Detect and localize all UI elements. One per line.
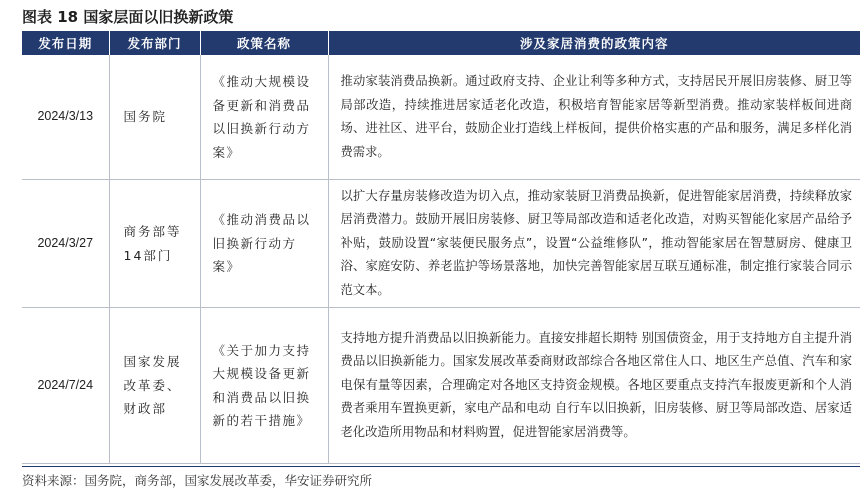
table-row [22,55,860,180]
header-date: 发布日期 [22,31,109,55]
header-policy-name: 政策名称 [200,31,328,55]
cell-policy-name: 《推动大规模设备更新和消费品以旧换新行动方案》 [200,55,328,180]
cell-policy-name: 《关于加力支持大规模设备更新和消费品以旧换新的若干措施》 [200,308,328,464]
cell-dept: 商务部等14部门 [109,180,200,308]
cell-dept: 国务院 [109,55,200,180]
header-dept: 发布部门 [109,31,200,55]
cell-date: 2024/3/13 [22,55,109,180]
source-note: 资料来源：国务院，商务部，国家发展改革委，华安证券研究所 [22,473,373,488]
table-bottom-rule [22,466,860,467]
cell-date: 2024/7/24 [22,308,109,464]
cell-dept: 国家发展改革委、财政部 [109,308,200,464]
cell-policy-content: 推动家装消费品换新。通过政府支持、企业让利等多种方式，支持居民开展旧房装修、厨卫等局部改造，持续推进居家适老化改造，积极培育智能家居等新型消费。推动家装样板间进商场、进社区、进平台，鼓励企业打造线上样板间，提供价格实惠的产品和服务，满足多样化消费需求。 [328,55,860,180]
table-header-row [22,31,860,55]
table-row [22,180,860,308]
figure-title: 图表 18 国家层面以旧换新政策 [22,8,234,26]
policy-table [22,31,860,464]
cell-policy-content: 支持地方提升消费品以旧换新能力。直接安排超长期特 别国债资金，用于支持地方自主提升消费品以旧换新能力。国家发展改革委商财政部综合各地区常住人口、地区生产总值、汽车和家电保有量等因素，合理确定对各地区支持资金规模。各地区要重点支持汽车报废更新和个人消费者乘用车置换更新，家电产品和电动 自行车以旧换新，旧房装修、厨卫等局部改造、居家适老化改造所用物品和材料购置，促进智能家居消费等。 [328,308,860,464]
cell-policy-content: 以扩大存量房装修改造为切入点，推动家装厨卫消费品换新，促进智能家居消费，持续释放家居消费潜力。鼓励开展旧房装修、厨卫等局部改造和适老化改造，对购买智能化家居产品给予补贴，鼓励设置“家装便民服务点”，设置“公益维修队”，推动智能家居在智慧厨房、健康卫浴、家庭安防、养老监护等场景落地，加快完善智能家居互联互通标准，制定推行家装合同示范文本。 [328,180,860,308]
header-policy-content: 涉及家居消费的政策内容 [328,31,860,55]
table-row [22,308,860,464]
cell-policy-name: 《推动消费品以旧换新行动方案》 [200,180,328,308]
cell-date: 2024/3/27 [22,180,109,308]
